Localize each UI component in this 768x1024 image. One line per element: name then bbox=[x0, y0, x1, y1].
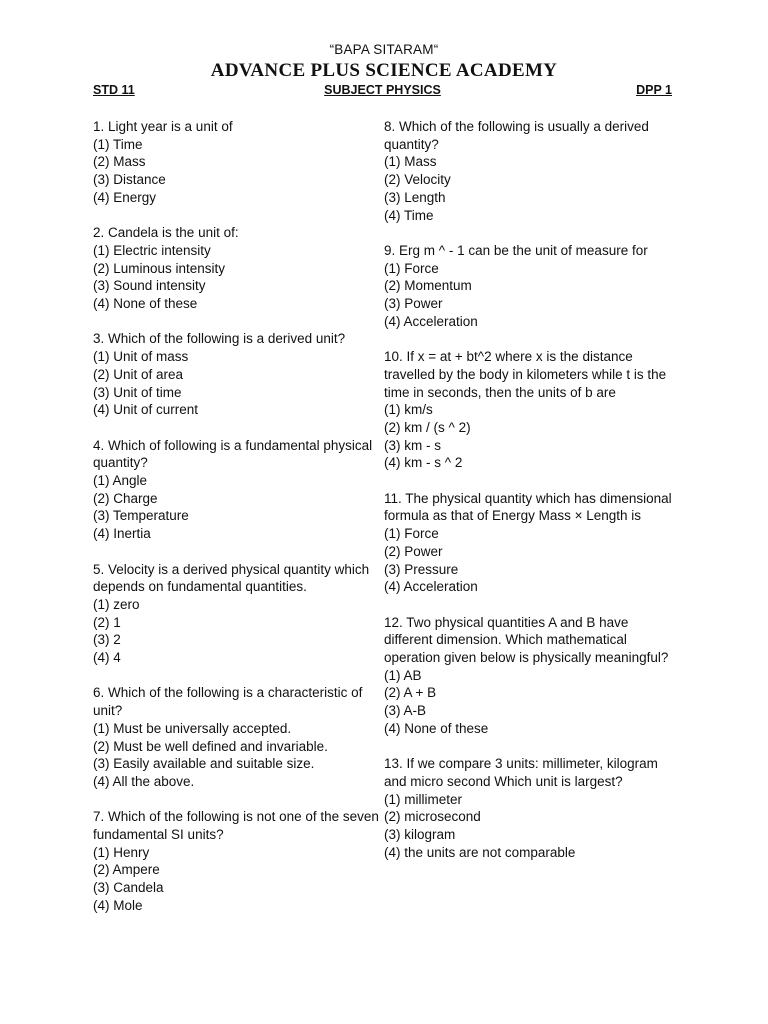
tagline: “BAPA SITARAM“ bbox=[329, 42, 439, 57]
option: (4) km - s ^ 2 bbox=[384, 455, 463, 471]
option: (2) Velocity bbox=[384, 172, 451, 188]
option: (1) Force bbox=[384, 526, 439, 542]
option: (2) Momentum bbox=[384, 278, 472, 294]
question-stem: 13. If we compare 3 units: millimeter, kilogram and micro second Which unit is largest? bbox=[384, 756, 658, 789]
question-5 bbox=[93, 561, 384, 667]
question-stem: 12. Two physical quantities A and B have different dimension. Which mathematical operation given below is physically meaningful? bbox=[384, 614, 669, 666]
question-7 bbox=[93, 808, 384, 914]
option: (4) All the above. bbox=[93, 773, 195, 789]
option: (1) Must be universally accepted. bbox=[93, 720, 292, 736]
question-6 bbox=[93, 684, 384, 790]
question-12 bbox=[384, 614, 680, 738]
option: (1) Electric intensity bbox=[93, 242, 211, 258]
option: (2) Power bbox=[384, 543, 443, 559]
option: (2) 1 bbox=[93, 614, 121, 630]
option: (1) Time bbox=[93, 136, 143, 152]
option: (1) Force bbox=[384, 260, 439, 276]
question-stem: 3. Which of the following is a derived unit? bbox=[93, 331, 346, 347]
option: (3) Distance bbox=[93, 172, 166, 188]
option: (2) Luminous intensity bbox=[93, 260, 226, 276]
option: (4) Inertia bbox=[93, 526, 151, 542]
question-4 bbox=[93, 437, 384, 543]
option: (3) Sound intensity bbox=[93, 278, 206, 294]
question-3 bbox=[93, 330, 384, 419]
academy-title: ADVANCE PLUS SCIENCE ACADEMY bbox=[210, 60, 558, 81]
option: (2) Mass bbox=[93, 154, 146, 170]
option: (4) Acceleration bbox=[384, 313, 478, 329]
question-stem: 10. If x = at + bt^2 where x is the distance travelled by the body in kilometers while t is the time in seconds, then the units of b are bbox=[384, 349, 667, 400]
option: (3) Unit of time bbox=[93, 384, 182, 400]
dpp-label: DPP 1 bbox=[636, 83, 672, 97]
option: (2) Must be well defined and invariable. bbox=[93, 738, 328, 754]
option: (3) km - s bbox=[384, 437, 441, 453]
option: (3) kilogram bbox=[384, 827, 456, 843]
option: (2) A + B bbox=[384, 685, 437, 701]
question-8 bbox=[384, 118, 680, 224]
option: (4) None of these bbox=[93, 296, 198, 312]
option: (3) 2 bbox=[93, 632, 121, 648]
option: (4) Unit of current bbox=[93, 402, 199, 418]
question-1 bbox=[93, 118, 384, 207]
question-13 bbox=[384, 755, 680, 861]
question-stem: 5. Velocity is a derived physical quantity which depends on fundamental quantities. bbox=[93, 561, 370, 595]
question-stem: 9. Erg m ^ - 1 can be the unit of measure for bbox=[384, 242, 648, 258]
option: (4) Time bbox=[384, 207, 434, 223]
option: (1) AB bbox=[384, 667, 422, 683]
option: (3) Power bbox=[384, 296, 443, 312]
option: (1) zero bbox=[93, 596, 140, 612]
question-stem: 6. Which of the following is a characteristic of unit? bbox=[93, 685, 363, 719]
option: (3) Candela bbox=[93, 880, 164, 896]
question-10 bbox=[384, 348, 680, 472]
option: (3) Pressure bbox=[384, 561, 459, 577]
option: (2) Unit of area bbox=[93, 366, 184, 382]
option: (1) km/s bbox=[384, 402, 433, 418]
option: (4) 4 bbox=[93, 650, 121, 666]
option: (1) Henry bbox=[93, 844, 150, 860]
option: (3) Length bbox=[384, 189, 446, 205]
option: (4) None of these bbox=[384, 720, 489, 736]
std-label: STD 11 bbox=[93, 83, 135, 97]
option: (1) millimeter bbox=[384, 791, 463, 807]
option: (1) Angle bbox=[93, 473, 148, 489]
option: (2) km / (s ^ 2) bbox=[384, 419, 471, 435]
option: (3) Easily available and suitable size. bbox=[93, 756, 315, 772]
option: (2) Charge bbox=[93, 490, 158, 506]
option: (2) Ampere bbox=[93, 862, 160, 878]
option: (4) Energy bbox=[93, 189, 157, 205]
option: (2) microsecond bbox=[384, 809, 481, 825]
question-9 bbox=[384, 242, 680, 331]
option: (3) Temperature bbox=[93, 508, 189, 524]
question-stem: 1. Light year is a unit of bbox=[93, 119, 233, 134]
question-stem: 2. Candela is the unit of: bbox=[93, 225, 239, 241]
option: (1) Mass bbox=[384, 154, 437, 170]
question-stem: 11. The physical quantity which has dimensional formula as that of Energy Mass × Length is bbox=[384, 490, 672, 524]
meta-row bbox=[93, 83, 672, 99]
option: (1) Unit of mass bbox=[93, 349, 189, 365]
option: (4) the units are not comparable bbox=[384, 844, 576, 860]
option: (3) A-B bbox=[384, 703, 427, 719]
left-column bbox=[93, 118, 384, 932]
option: (4) Mole bbox=[93, 897, 143, 913]
question-2 bbox=[93, 224, 384, 313]
question-stem: 4. Which of following is a fundamental physical quantity? bbox=[93, 437, 373, 471]
subject-label: SUBJECT PHYSICS bbox=[324, 83, 441, 97]
question-stem: 7. Which of the following is not one of the seven fundamental SI units? bbox=[93, 809, 379, 843]
question-11 bbox=[384, 490, 680, 596]
right-column bbox=[384, 118, 680, 879]
question-stem: 8. Which of the following is usually a derived quantity? bbox=[384, 119, 649, 152]
option: (4) Acceleration bbox=[384, 579, 478, 595]
